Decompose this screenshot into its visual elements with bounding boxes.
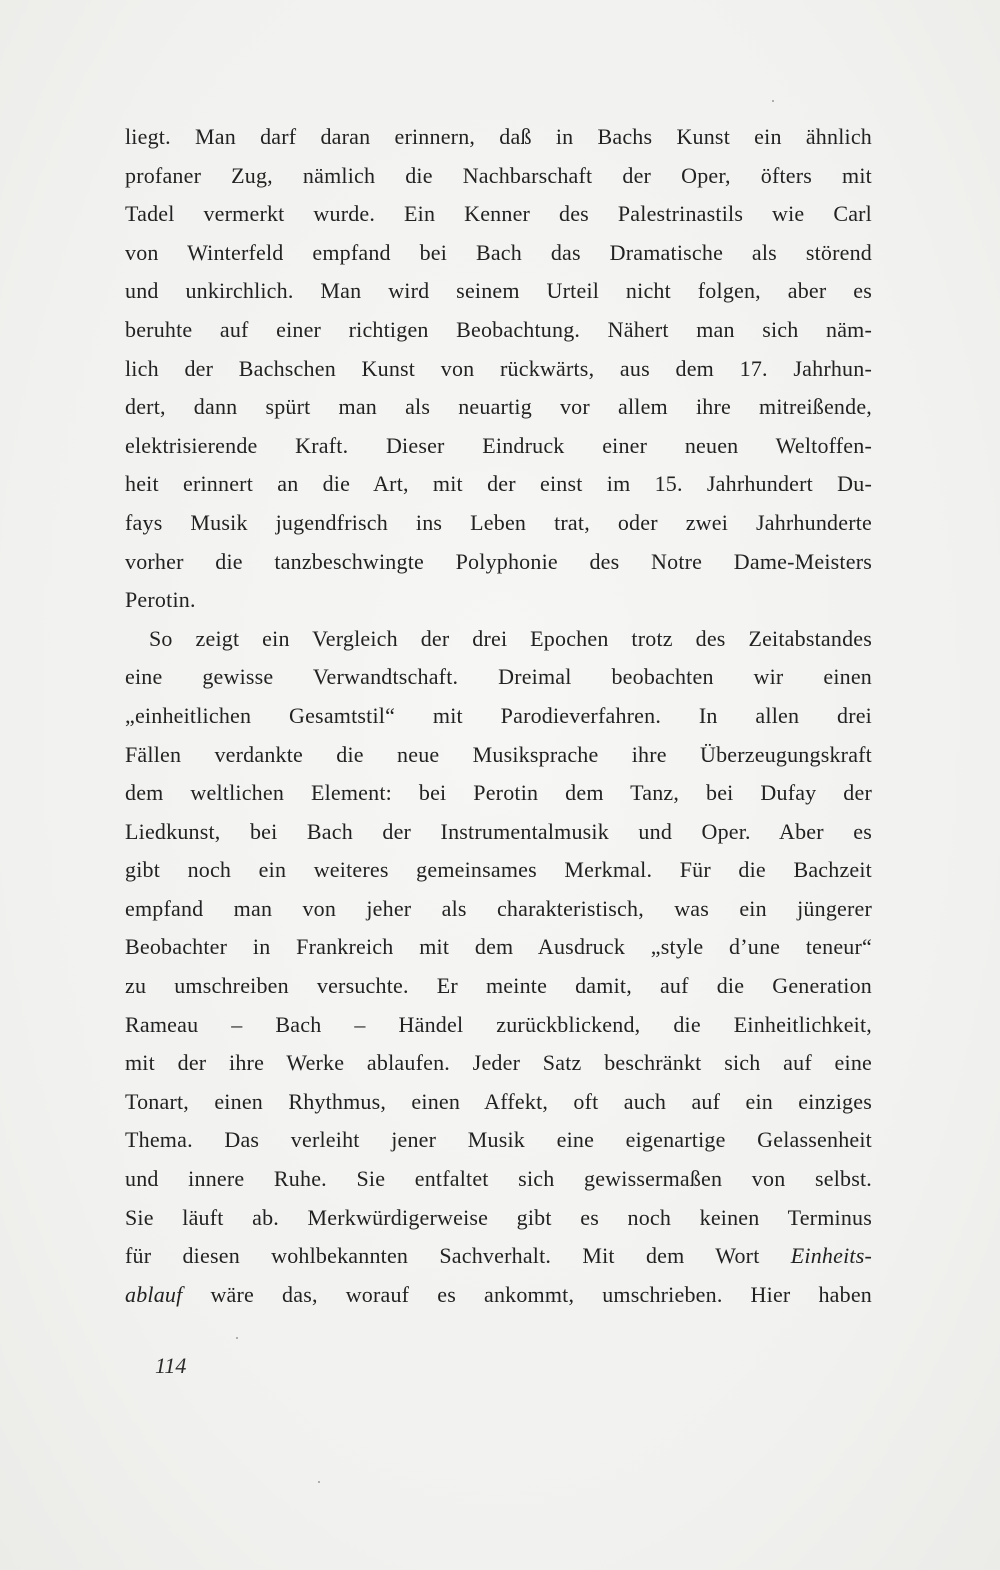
text-line: und unkirchlich. Man wird seinem Urteil nicht folgen, aber es bbox=[125, 278, 872, 304]
text-line: heit erinnert an die Art, mit der einst im 15. Jahrhundert Du- bbox=[125, 471, 872, 497]
italic-term: ablauf bbox=[125, 1281, 183, 1307]
text-line: Rameau – Bach – Händel zurückblickend, die Einheitlichkeit, bbox=[125, 1011, 872, 1037]
italic-term: Einheits- bbox=[790, 1243, 872, 1269]
text-line: „einheitlichen Gesamtstil“ mit Parodieverfahren. In allen drei bbox=[125, 702, 872, 728]
body-text bbox=[125, 118, 872, 1314]
text-line: zu umschreiben versuchte. Er meinte damit, auf die Generation bbox=[125, 973, 872, 999]
paper-speck bbox=[236, 1337, 238, 1339]
text-line: liegt. Man darf daran erinnern, daß in Bachs Kunst ein ähnlich bbox=[125, 124, 872, 149]
text-line: Liedkunst, bei Bach der Instrumentalmusik und Oper. Aber es bbox=[125, 818, 872, 844]
text-line: dem weltlichen Element: bei Perotin dem Tanz, bei Dufay der bbox=[125, 780, 872, 806]
text-line: gibt noch ein weiteres gemeinsames Merkmal. Für die Bachzeit bbox=[125, 857, 872, 883]
text-line: Perotin. bbox=[125, 587, 196, 613]
paper-speck bbox=[318, 1481, 320, 1483]
text-line-with-italic bbox=[125, 1237, 872, 1276]
text-line: Fällen verdankte die neue Musiksprache ihre Überzeugungskraft bbox=[125, 741, 872, 767]
text-line: empfand man von jeher als charakteristisch, was ein jüngerer bbox=[125, 895, 872, 921]
text-line: beruhte auf einer richtigen Beobachtung. Nähert man sich näm- bbox=[125, 316, 872, 342]
text-line: vorher die tanzbeschwingte Polyphonie des Notre Dame-Meisters bbox=[125, 548, 872, 574]
text-line: und innere Ruhe. Sie entfaltet sich gewissermaßen von selbst. bbox=[125, 1166, 872, 1192]
text-line: profaner Zug, nämlich die Nachbarschaft der Oper, öfters mit bbox=[125, 162, 872, 188]
text-line-with-italic bbox=[125, 1276, 872, 1315]
text-segment: wäre das, worauf es ankommt, umschrieben. Hier haben bbox=[210, 1281, 872, 1307]
text-line: Beobachter in Frankreich mit dem Ausdruck „style d’une teneur“ bbox=[125, 934, 872, 960]
text-line: lich der Bachschen Kunst von rückwärts, aus dem 17. Jahrhun- bbox=[125, 355, 872, 381]
text-line: Thema. Das verleiht jener Musik eine eigenartige Gelassenheit bbox=[125, 1127, 872, 1153]
text-line: elektrisierende Kraft. Dieser Eindruck einer neuen Weltoffen- bbox=[125, 432, 872, 458]
text-line: mit der ihre Werke ablaufen. Jeder Satz beschränkt sich auf eine bbox=[125, 1050, 872, 1076]
text-line: dert, dann spürt man als neuartig vor allem ihre mitreißende, bbox=[125, 394, 872, 420]
paper-speck bbox=[772, 100, 774, 102]
text-line: Tadel vermerkt wurde. Ein Kenner des Palestrinastils wie Carl bbox=[125, 201, 872, 227]
text-line: fays Musik jugendfrisch ins Leben trat, oder zwei Jahrhunderte bbox=[125, 509, 872, 535]
page-number: 114 bbox=[155, 1353, 187, 1378]
text-line: So zeigt ein Vergleich der drei Epochen trotz des Zeitabstandes bbox=[149, 625, 872, 651]
text-line: eine gewisse Verwandtschaft. Dreimal beobachten wir einen bbox=[125, 664, 872, 690]
text-line: Tonart, einen Rhythmus, einen Affekt, oft auch auf ein einziges bbox=[125, 1088, 872, 1114]
text-line: Sie läuft ab. Merkwürdigerweise gibt es noch keinen Terminus bbox=[125, 1204, 872, 1230]
text-segment: für diesen wohlbekannten Sachverhalt. Mit dem Wort bbox=[125, 1243, 760, 1269]
text-line: von Winterfeld empfand bei Bach das Dramatische als störend bbox=[125, 239, 872, 265]
